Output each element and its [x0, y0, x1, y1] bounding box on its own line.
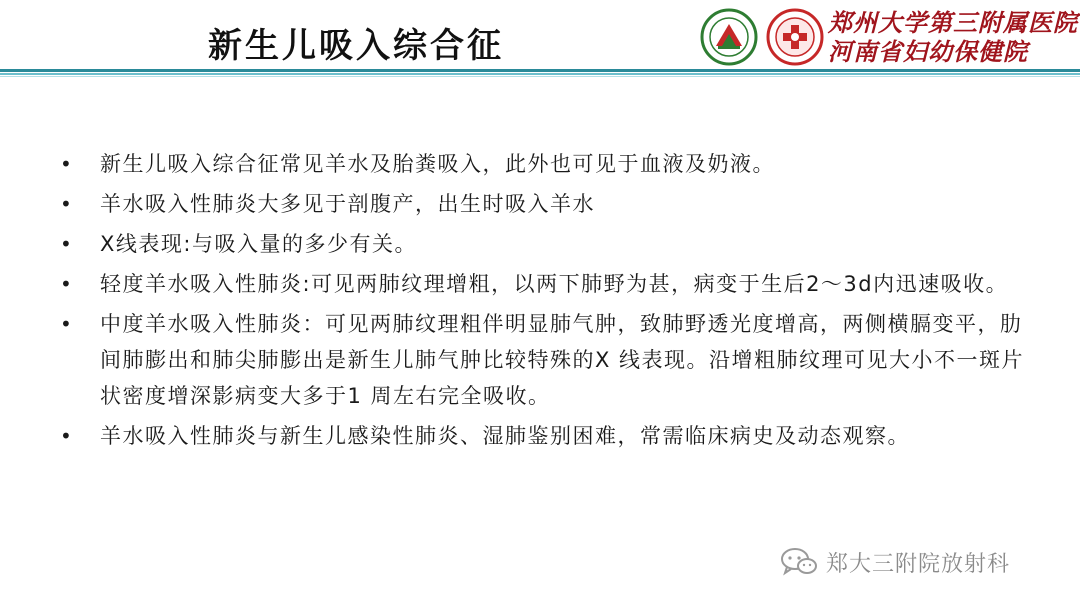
wechat-icon — [780, 547, 818, 577]
bullet-item — [60, 186, 1030, 222]
bullet-marker: • — [60, 424, 74, 448]
hospital-name-line-1: 郑州大学第三附属医院 — [828, 8, 1078, 37]
bullet-marker: • — [60, 272, 74, 296]
bullet-marker: • — [60, 192, 74, 216]
slide-title: 新生儿吸入综合征 — [208, 26, 504, 66]
bullet-item — [60, 226, 1030, 262]
watermark-text: 郑大三附院放射科 — [826, 551, 1011, 577]
bullet-text: X线表现:与吸入量的多少有关。 — [100, 232, 417, 256]
bullet-text: 中度羊水吸入性肺炎：可见两肺纹理粗伴明显肺气肿，致肺野透光度增高，两侧横膈变平，肋间肺膨出和肺尖肺膨出是新生儿肺气肿比较特殊的X 线表现。沿增粗肺纹理可见大小不一斑片状密度增深影病变大多于1 周左右完全吸收。 — [100, 312, 1025, 408]
title-divider — [0, 69, 1080, 77]
bullet-text: 羊水吸入性肺炎与新生儿感染性肺炎、湿肺鉴别困难，常需临床病史及动态观察。 — [100, 424, 910, 448]
bullet-text: 新生儿吸入综合征常见羊水及胎粪吸入，此外也可见于血液及奶液。 — [100, 152, 775, 176]
bullet-marker: • — [60, 152, 74, 176]
hospital-logo-icon — [766, 8, 824, 66]
bullet-list — [60, 146, 1030, 458]
bullet-text: 轻度羊水吸入性肺炎:可见两肺纹理增粗，以两下肺野为甚，病变于生后2～3d内迅速吸收。 — [100, 272, 1009, 296]
bullet-item — [60, 418, 1030, 454]
bullet-marker: • — [60, 312, 74, 336]
header-logos — [700, 6, 1078, 68]
hospital-name-line-2: 河南省妇幼保健院 — [828, 37, 1028, 66]
watermark — [780, 544, 1010, 580]
bullet-marker: • — [60, 232, 74, 256]
hospital-name — [828, 8, 1078, 66]
bullet-item — [60, 266, 1030, 302]
bullet-item — [60, 146, 1030, 182]
bullet-text: 羊水吸入性肺炎大多见于剖腹产，出生时吸入羊水 — [100, 192, 595, 216]
university-logo-icon — [700, 8, 758, 66]
bullet-item — [60, 306, 1030, 414]
